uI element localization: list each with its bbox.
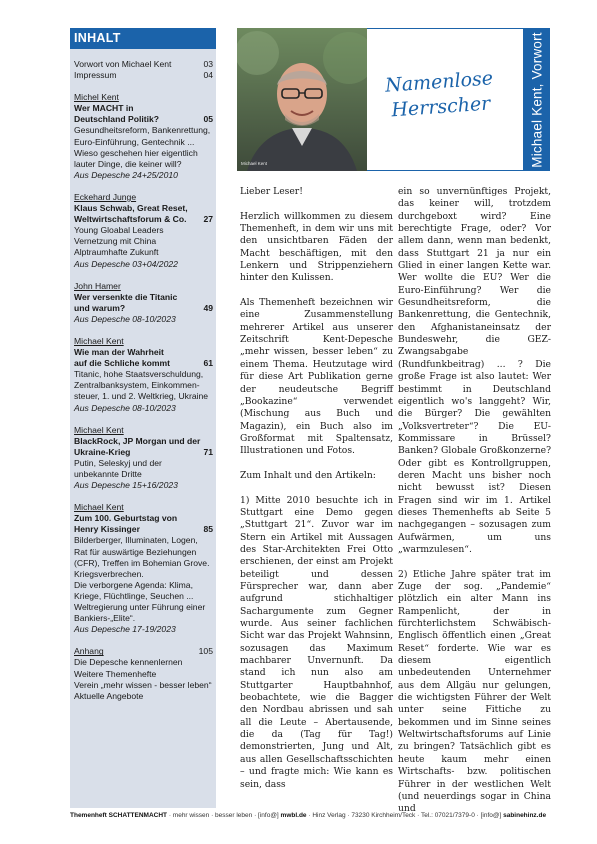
toc-issue: Aus Depesche 08-10/2023 xyxy=(74,402,176,413)
toc-desc-line: steuer, 1. und 2. Weltkrieg, Ukraine xyxy=(74,391,209,402)
toc-desc-line: Aktuelle Angebote xyxy=(74,690,144,701)
toc-desc-line: Verein „mehr wissen - besser leben“ xyxy=(74,679,212,690)
author-portrait-photo xyxy=(237,28,367,171)
toc-title-line: BlackRock, JP Morgan und der xyxy=(74,435,201,446)
toc-author: Michael Kent xyxy=(74,424,124,435)
article-paragraph: 1) Mitte 2010 besuchte ich in Stuttgart eine Demo gegen „Stuttgart 21“. Zuvor war im Stern ein Artikel mit Aussagen des Star-Architekten Frei Otto erschienen, der einst am Projekt beteiligt und dessen Fürsprecher war, dann aber aufgrund stichhaltiger Sachargumente zum Gegner wurde. Aus seiner fachlichen Sicht war das Projekt Wahnsinn, sozusagen das Maximum machbarer Unvernunft. Da stand ich nun also am Stuttgarter Hauptbahnhof, beobachtete, wie die Bagger den Nordbau abrissen und sah all die Leute – Abertausende, die da (Tag für Tag!) demonstrierten, Jung und Alt, aus allen Gesellschaftsschichten – und fragte mich: Wie kann es sein, dass xyxy=(240,494,393,790)
footer-text: · Hinz Verlag · 73230 Kirchheim/Teck · Tel.: 07021/7379-0 · [info@] xyxy=(306,812,504,819)
toc-title-line: Wer versenkte die Titanic xyxy=(74,291,178,302)
toc-title-line: Deutschland Politik? xyxy=(74,114,159,125)
toc-desc-line: Die Depesche kennenlernen xyxy=(74,657,183,668)
toc-entry[interactable] xyxy=(74,502,213,635)
toc-entry[interactable] xyxy=(74,92,213,181)
toc-desc-line: Kriege, Flüchtlinge, Seuchen ... xyxy=(74,590,194,601)
page-footer xyxy=(70,812,558,819)
toc-desc-line: unbekannte Dritte xyxy=(74,469,142,479)
toc-link-impressum[interactable] xyxy=(74,70,213,81)
vertical-title-bar xyxy=(524,28,550,171)
toc-entry[interactable] xyxy=(74,281,213,325)
toc-author: Eckehard Junge xyxy=(74,191,137,202)
toc-title-line: Wie man der Wahrheit xyxy=(74,347,164,358)
toc-title-line: und warum? xyxy=(74,302,126,313)
toc-author: John Hamer xyxy=(74,280,121,291)
toc-desc-line: Vernetzung mit China xyxy=(74,236,157,247)
vertical-title-text: Michael Kent, Vorwort xyxy=(529,31,545,168)
footer-link-sabinehinz[interactable]: sabinehinz.de xyxy=(503,812,547,819)
article-script-title xyxy=(378,66,501,124)
toc-issue: Aus Depesche 03+04/2022 xyxy=(74,258,178,269)
photo-caption: Michael Kent xyxy=(241,161,268,166)
toc-title-line: auf die Schliche kommt xyxy=(74,358,170,369)
toc-title-line: Zum 100. Geburtstag von xyxy=(74,513,178,524)
toc-desc-line: Wieso geschehen hier eigentlich xyxy=(74,147,198,158)
toc-issue: Aus Depesche 15+16/2023 xyxy=(74,480,178,491)
portrait-photo-icon xyxy=(237,28,367,171)
article-paragraph: 2) Etliche Jahre später trat im Zuge der sog. „Pandemie“ plötzlich ein alter Mann ins Rampenlicht, der in fürchterlichstem Schwäbisch-Englisch öffentlich einen „Great Reset“ forderte. Wie war es diesem eigentlich unbedeutenden Unternehmer aus dem Allgäu nur gelungen, die wichtigsten Führer der Welt unter seine Fittiche zu bekommen und im Sinne seines Weltwirtschaftsforums auf Linie zu bringen? Tatsächlich gibt es heute kaum mehr einen Wirtschafts- bzw. politischen Führer in der westlichen Welt (und neuerdings sogar in China und xyxy=(398,568,551,815)
toc-page-number: 27 xyxy=(203,214,213,225)
toc-page-number: 04 xyxy=(203,70,213,81)
toc-entry[interactable] xyxy=(74,192,213,270)
toc-desc-line: Rat für auswärtige Beziehungen xyxy=(74,546,197,557)
toc-desc-line: Weltregierung unter Führung einer xyxy=(74,602,206,613)
script-title-line: Namenlose xyxy=(384,67,494,97)
toc-title-line: Henry Kissinger xyxy=(74,524,140,535)
article-paragraph: Herzlich willkommen zu diesem Themenheft, in dem wir uns mit den unsichtbaren Fäden der Macht beschäftigen, mit den Lenkern und Strippenziehern hinter den Kulissen. xyxy=(240,210,393,284)
footer-link-mwbl[interactable]: mwbl.de xyxy=(280,812,307,819)
toc-link-vorwort[interactable] xyxy=(74,59,213,70)
toc-desc-line: Gesundheitsreform, Bankenrettung, xyxy=(74,125,211,136)
toc-intro xyxy=(74,59,213,81)
toc-desc-line: Bilderberger, Illuminaten, Logen, xyxy=(74,535,198,546)
footer-brand: Themenheft SCHATTENMACHT xyxy=(70,812,168,819)
toc-desc-line: Euro-Einführung, Gentechnik ... xyxy=(74,136,195,147)
toc-desc-line: Weitere Themenhefte xyxy=(74,668,157,679)
toc-item-text: Impressum xyxy=(74,70,117,81)
toc-desc-line: Titanic, hohe Staatsverschuldung, xyxy=(74,369,204,380)
article-column-2 xyxy=(398,186,551,816)
article-paragraph: ein so unvernünftiges Projekt, das keiner will, trotzdem durchgeboxt wird? Eine berechtigte Frage, oder? Vor allem dann, wenn man bedenkt, dass Stuttgart 21 ja nur ein Glied in einer langen Kette war. Wer wollte die EU? Wer die Euro-Einführung? Wer die Gesundheitsreform, die Bankenrettung, die Gentechnik, den Afghanistaneinsatz der Bundeswehr, die GEZ-Zwangsabgabe (Rundfunkbeitrag) ... ? Die große Frage ist also lautet: Wer bestimmt in Deutschland eigentlich wo's langgeht? Wir, die Bürger? Die gewählten „Volksvertreter“? Die EU-Kommissare in Brüssel? Banken? Globale Großkonzerne? Oder gibt es Kontrollgruppen, deren Macht uns bisher noch nicht bewusst ist? Diesen Fragen sind wir im 1. Artikel dieses Themenhefts ab Seite 5 nachgegangen – sozusagen zum Aufwärmen, um uns „warmzulesen“. xyxy=(398,186,551,555)
toc-list xyxy=(70,49,216,702)
toc-issue: Aus Depesche 08-10/2023 xyxy=(74,313,176,324)
toc-issue: Aus Depesche 17-19/2023 xyxy=(74,624,176,635)
toc-title-line: Wer MACHT in xyxy=(74,103,134,114)
toc-author: Michel Kent xyxy=(74,92,119,103)
toc-author: Michael Kent xyxy=(74,335,124,346)
toc-entry[interactable] xyxy=(74,425,213,492)
toc-desc-line: Alptraumhafte Zukunft xyxy=(74,247,159,258)
toc-page-number: 49 xyxy=(203,302,213,313)
article-column-1 xyxy=(240,186,393,791)
toc-desc-line: (CFR), Treffen im Bohemian Grove. xyxy=(74,557,210,568)
toc-desc-line: Putin, Seleskyj und der xyxy=(74,457,162,468)
toc-entry[interactable] xyxy=(74,336,213,414)
toc-title-line: Klaus Schwab, Great Reset, xyxy=(74,203,188,214)
toc-desc-line: Die verborgene Agenda: Klima, xyxy=(74,579,193,590)
toc-desc-line: Bankiers-„Elite“. xyxy=(74,613,136,624)
toc-issue: Aus Depesche 24+25/2010 xyxy=(74,169,178,180)
article-paragraph: Als Themenheft bezeichnen wir eine Zusammenstellung mehrerer Artikel aus unserer Zeitschrift Kent-Depesche „mehr wissen, besser leben“ zu einem Thema. Heutzutage wird für diese Art Publikation gerne der neudeutsche Begriff „Bookazine“ verwendet (Mischung aus Buch und Magazin), ein Buch also im Großformat mit Spaltensatz, Illustrationen und Fotos. xyxy=(240,297,393,457)
toc-page-number: 105 xyxy=(198,646,213,657)
script-title-line: Herrscher xyxy=(390,92,491,122)
toc-appendix[interactable] xyxy=(74,646,213,701)
toc-author: Michael Kent xyxy=(74,502,124,513)
toc-page-number: 05 xyxy=(203,114,213,125)
footer-text: · mehr wissen · besser leben · [info@] xyxy=(167,812,281,819)
toc-desc-line: lauter Dinge, die keiner will? xyxy=(74,158,182,169)
toc-author: Anhang xyxy=(74,646,104,657)
article-paragraph: Lieber Leser! xyxy=(240,186,303,197)
table-of-contents xyxy=(70,28,216,808)
toc-page-number: 03 xyxy=(203,59,213,69)
toc-title-line: Ukraine-Krieg xyxy=(74,446,131,457)
toc-page-number: 85 xyxy=(203,524,213,535)
article-paragraph: Zum Inhalt und den Artikeln: xyxy=(240,469,376,481)
toc-page-number: 71 xyxy=(203,446,213,457)
toc-desc-line: Kriegsverbrechen. xyxy=(74,568,144,579)
toc-title-line: Weltwirtschaftsforum & Co. xyxy=(74,214,187,225)
toc-item-text: Vorwort von Michael Kent xyxy=(74,59,172,69)
toc-desc-line: Zentralbanksystem, Einkommen- xyxy=(74,380,200,391)
toc-page-number: 61 xyxy=(203,358,213,369)
toc-heading: INHALT xyxy=(70,28,216,49)
toc-desc-line: Young Gloabal Leaders xyxy=(74,225,164,236)
